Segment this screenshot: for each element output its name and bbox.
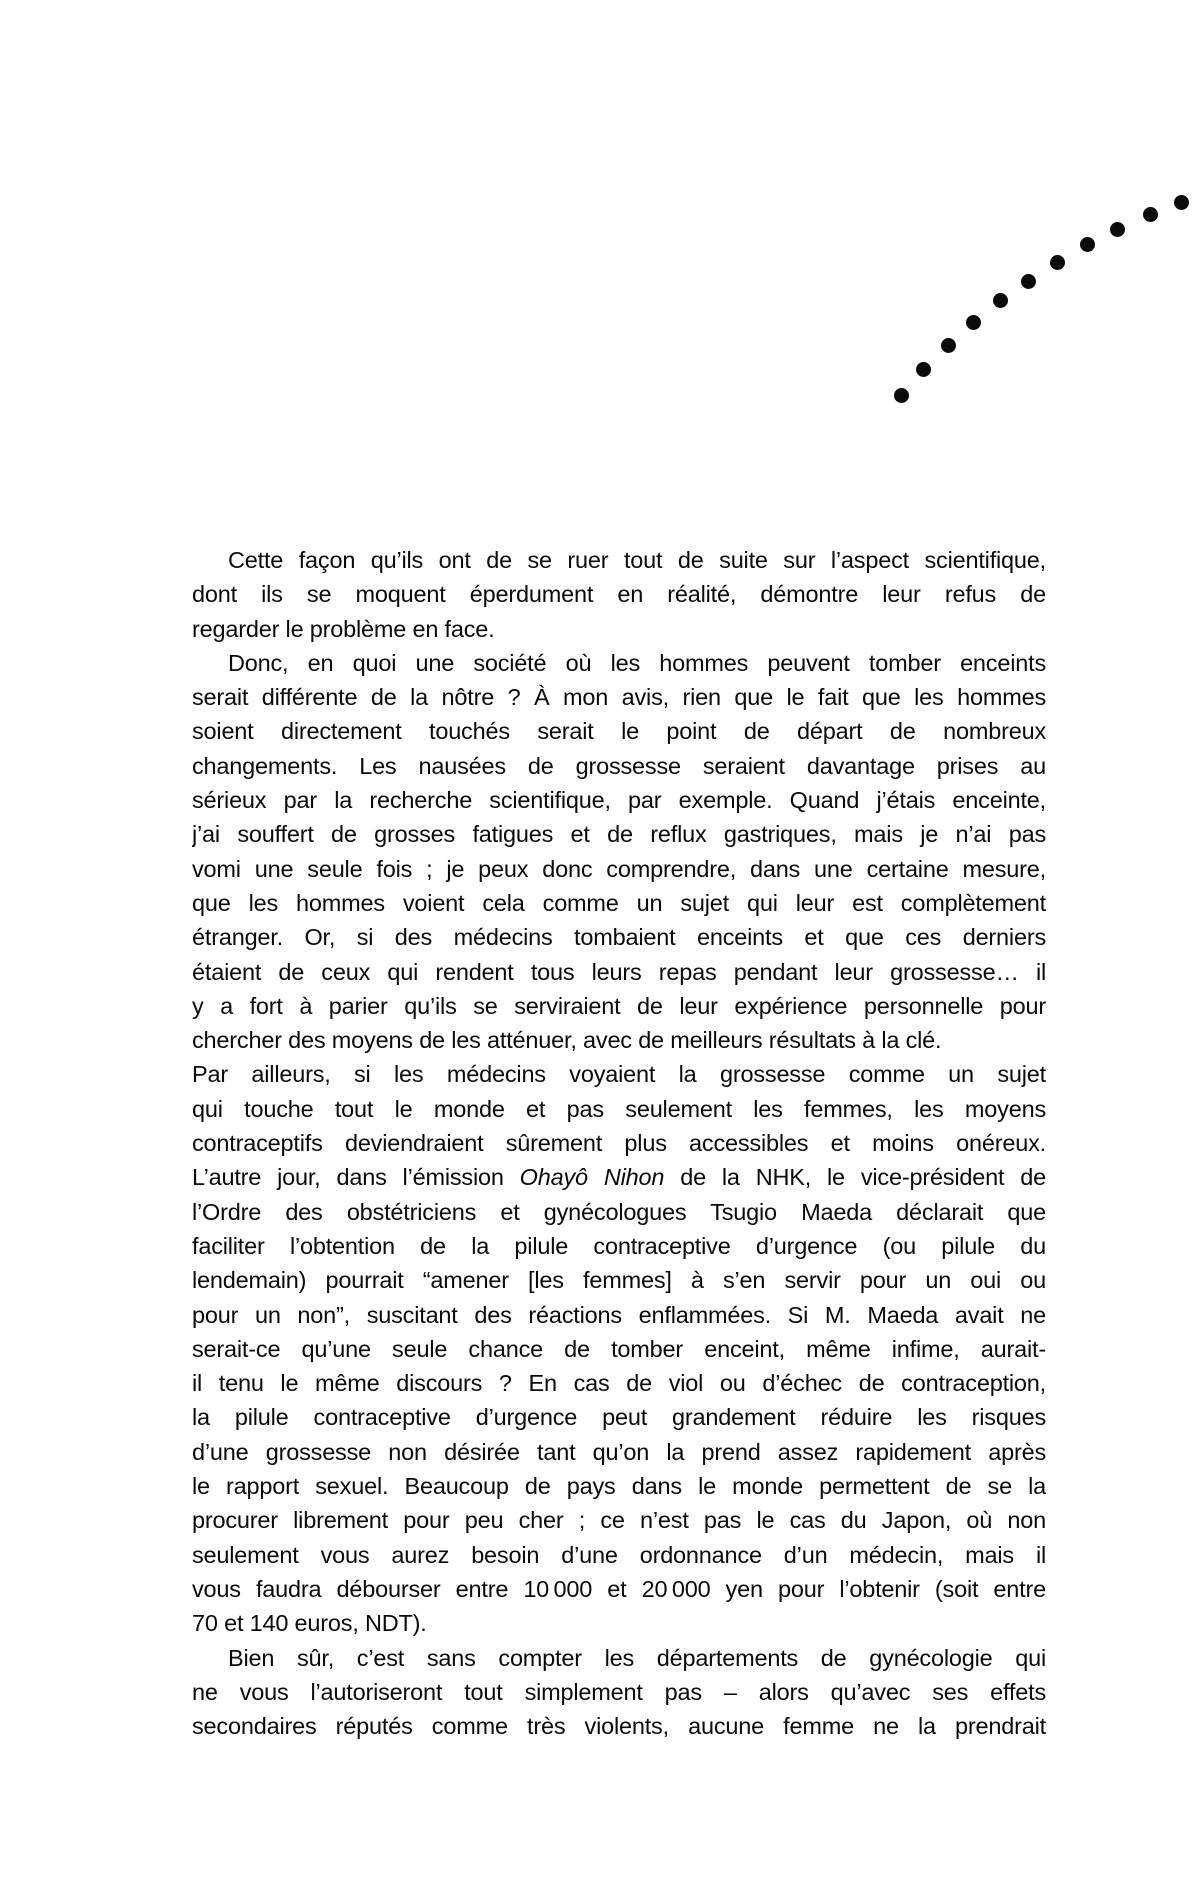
text-segment: que les hommes voient cela comme un sujet qui leur est complètement: [192, 889, 1046, 916]
text-segment: lendemain) pourrait “amener [les femmes] à s’en servir pour un oui ou: [192, 1267, 1046, 1294]
text-line: [192, 783, 1046, 817]
dot: [1174, 195, 1189, 210]
text-line: [192, 1092, 1046, 1126]
text-line: [192, 646, 1046, 680]
text-segment: faciliter l’obtention de la pilule contraceptive d’urgence (ou pilule du: [192, 1232, 1046, 1259]
dot: [1050, 255, 1065, 270]
text-segment: procurer librement pour peu cher ; ce n’est pas le cas du Japon, où non: [192, 1507, 1046, 1534]
text-line: [192, 886, 1046, 920]
text-segment: serait-ce qu’une seule chance de tomber enceint, même infime, aurait-: [192, 1335, 1046, 1362]
text-line: [192, 577, 1046, 611]
dot: [1021, 274, 1036, 289]
text-line: [192, 1195, 1046, 1229]
text-segment: sérieux par la recherche scientifique, par exemple. Quand j’étais enceinte,: [192, 787, 1046, 814]
text-line: [192, 1229, 1046, 1263]
text-segment: contraceptifs deviendraient sûrement plus accessibles et moins onéreux.: [192, 1130, 1046, 1157]
text-line: [192, 920, 1046, 954]
text-segment: serait différente de la nôtre ? À mon avis, rien que le fait que les hommes: [192, 684, 1046, 711]
text-segment: y a fort à parier qu’ils se serviraient de leur expérience personnelle pour: [192, 992, 1046, 1019]
text-segment: qui touche tout le monde et pas seulement les femmes, les moyens: [192, 1095, 1046, 1122]
text-segment: étranger. Or, si des médecins tombaient enceints et que ces derniers: [192, 924, 1046, 951]
text-line: [192, 1503, 1046, 1537]
text-line: [192, 1538, 1046, 1572]
text-segment: le rapport sexuel. Beaucoup de pays dans le monde permettent de se la: [192, 1473, 1046, 1500]
text-line: [192, 1675, 1046, 1709]
dot: [1080, 237, 1095, 252]
text-line: [192, 1298, 1046, 1332]
text-line: [192, 1400, 1046, 1434]
text-segment: ne vous l’autoriseront tout simplement pas – alors qu’avec ses effets: [192, 1678, 1046, 1705]
text-line: [192, 714, 1046, 748]
text-segment: secondaires réputés comme très violents, aucune femme ne la prendrait: [192, 1713, 1046, 1740]
text-segment: regarder le problème en face.: [192, 615, 495, 642]
text-segment: changements. Les nausées de grossesse seraient davantage prises au: [192, 752, 1046, 779]
dot: [1110, 222, 1125, 237]
text-segment: Cette façon qu’ils ont de se ruer tout de suite sur l’aspect scientifique,: [228, 547, 1046, 573]
text-block: [192, 543, 1046, 1743]
dot: [993, 293, 1008, 308]
dot: [966, 315, 981, 330]
dot: [916, 362, 931, 377]
text-segment: vomi une seule fois ; je peux donc comprendre, dans une certaine mesure,: [192, 855, 1046, 882]
text-line: [192, 989, 1046, 1023]
text-segment: de la NHK, le vice-président de: [664, 1164, 1046, 1191]
text-segment: étaient de ceux qui rendent tous leurs repas pendant leur grossesse… il: [192, 958, 1046, 985]
text-line: [192, 1435, 1046, 1469]
text-line: [192, 612, 1046, 646]
dot: [894, 388, 909, 403]
text-segment: L’autre jour, dans l’émission: [192, 1164, 520, 1191]
dot: [941, 338, 956, 353]
text-line: [192, 1263, 1046, 1297]
text-segment: soient directement touchés serait le point de départ de nombreux: [192, 718, 1046, 745]
text-line: [192, 817, 1046, 851]
text-segment: l’Ordre des obstétriciens et gynécologues Tsugio Maeda déclarait que: [192, 1198, 1046, 1225]
text-line: [192, 1606, 1046, 1640]
text-segment: Par ailleurs, si les médecins voyaient la grossesse comme un sujet: [192, 1061, 1046, 1088]
text-line: [192, 1126, 1046, 1160]
text-line: [192, 1057, 1046, 1091]
text-segment: pour un non”, suscitant des réactions enflammées. Si M. Maeda avait ne: [192, 1301, 1046, 1328]
paragraph: [192, 1057, 1046, 1640]
text-segment: la pilule contraceptive d’urgence peut grandement réduire les risques: [192, 1404, 1046, 1431]
text-line: [192, 1709, 1046, 1743]
text-segment: Bien sûr, c’est sans compter les départements de gynécologie qui: [228, 1644, 1046, 1671]
text-line: [192, 543, 1046, 577]
text-line: [192, 1332, 1046, 1366]
text-segment: chercher des moyens de les atténuer, avec de meilleurs résultats à la clé.: [192, 1027, 942, 1054]
text-segment: Donc, en quoi une société où les hommes peuvent tomber enceints: [228, 649, 1046, 676]
text-segment: vous faudra débourser entre 10 000 et 20 000 yen pour l’obtenir (soit entre: [192, 1575, 1046, 1602]
text-segment: dont ils se moquent éperdument en réalité, démontre leur refus de: [192, 581, 1046, 608]
italic-show-title: Ohayô Nihon: [519, 1164, 665, 1191]
text-segment: il tenu le même discours ? En cas de viol ou d’échec de contraception,: [192, 1370, 1046, 1397]
text-line: [192, 1366, 1046, 1400]
paragraph: [192, 543, 1046, 646]
text-line: [192, 1160, 1046, 1194]
text-line: [192, 955, 1046, 989]
text-line: [192, 1641, 1046, 1675]
paragraph: [192, 646, 1046, 1058]
text-line: [192, 852, 1046, 886]
text-segment: d’une grossesse non désirée tant qu’on la prend assez rapidement après: [192, 1438, 1046, 1465]
text-segment: 70 et 140 euros, NDT).: [192, 1610, 427, 1637]
text-segment: seulement vous aurez besoin d’une ordonnance d’un médecin, mais il: [192, 1541, 1046, 1568]
text-segment: j’ai souffert de grosses fatigues et de reflux gastriques, mais je n’ai pas: [192, 821, 1046, 848]
paragraph: [192, 1641, 1046, 1744]
text-line: [192, 1572, 1046, 1606]
text-line: [192, 680, 1046, 714]
text-line: [192, 749, 1046, 783]
text-line: [192, 1469, 1046, 1503]
text-line: [192, 1023, 1046, 1057]
dot: [1143, 207, 1158, 222]
